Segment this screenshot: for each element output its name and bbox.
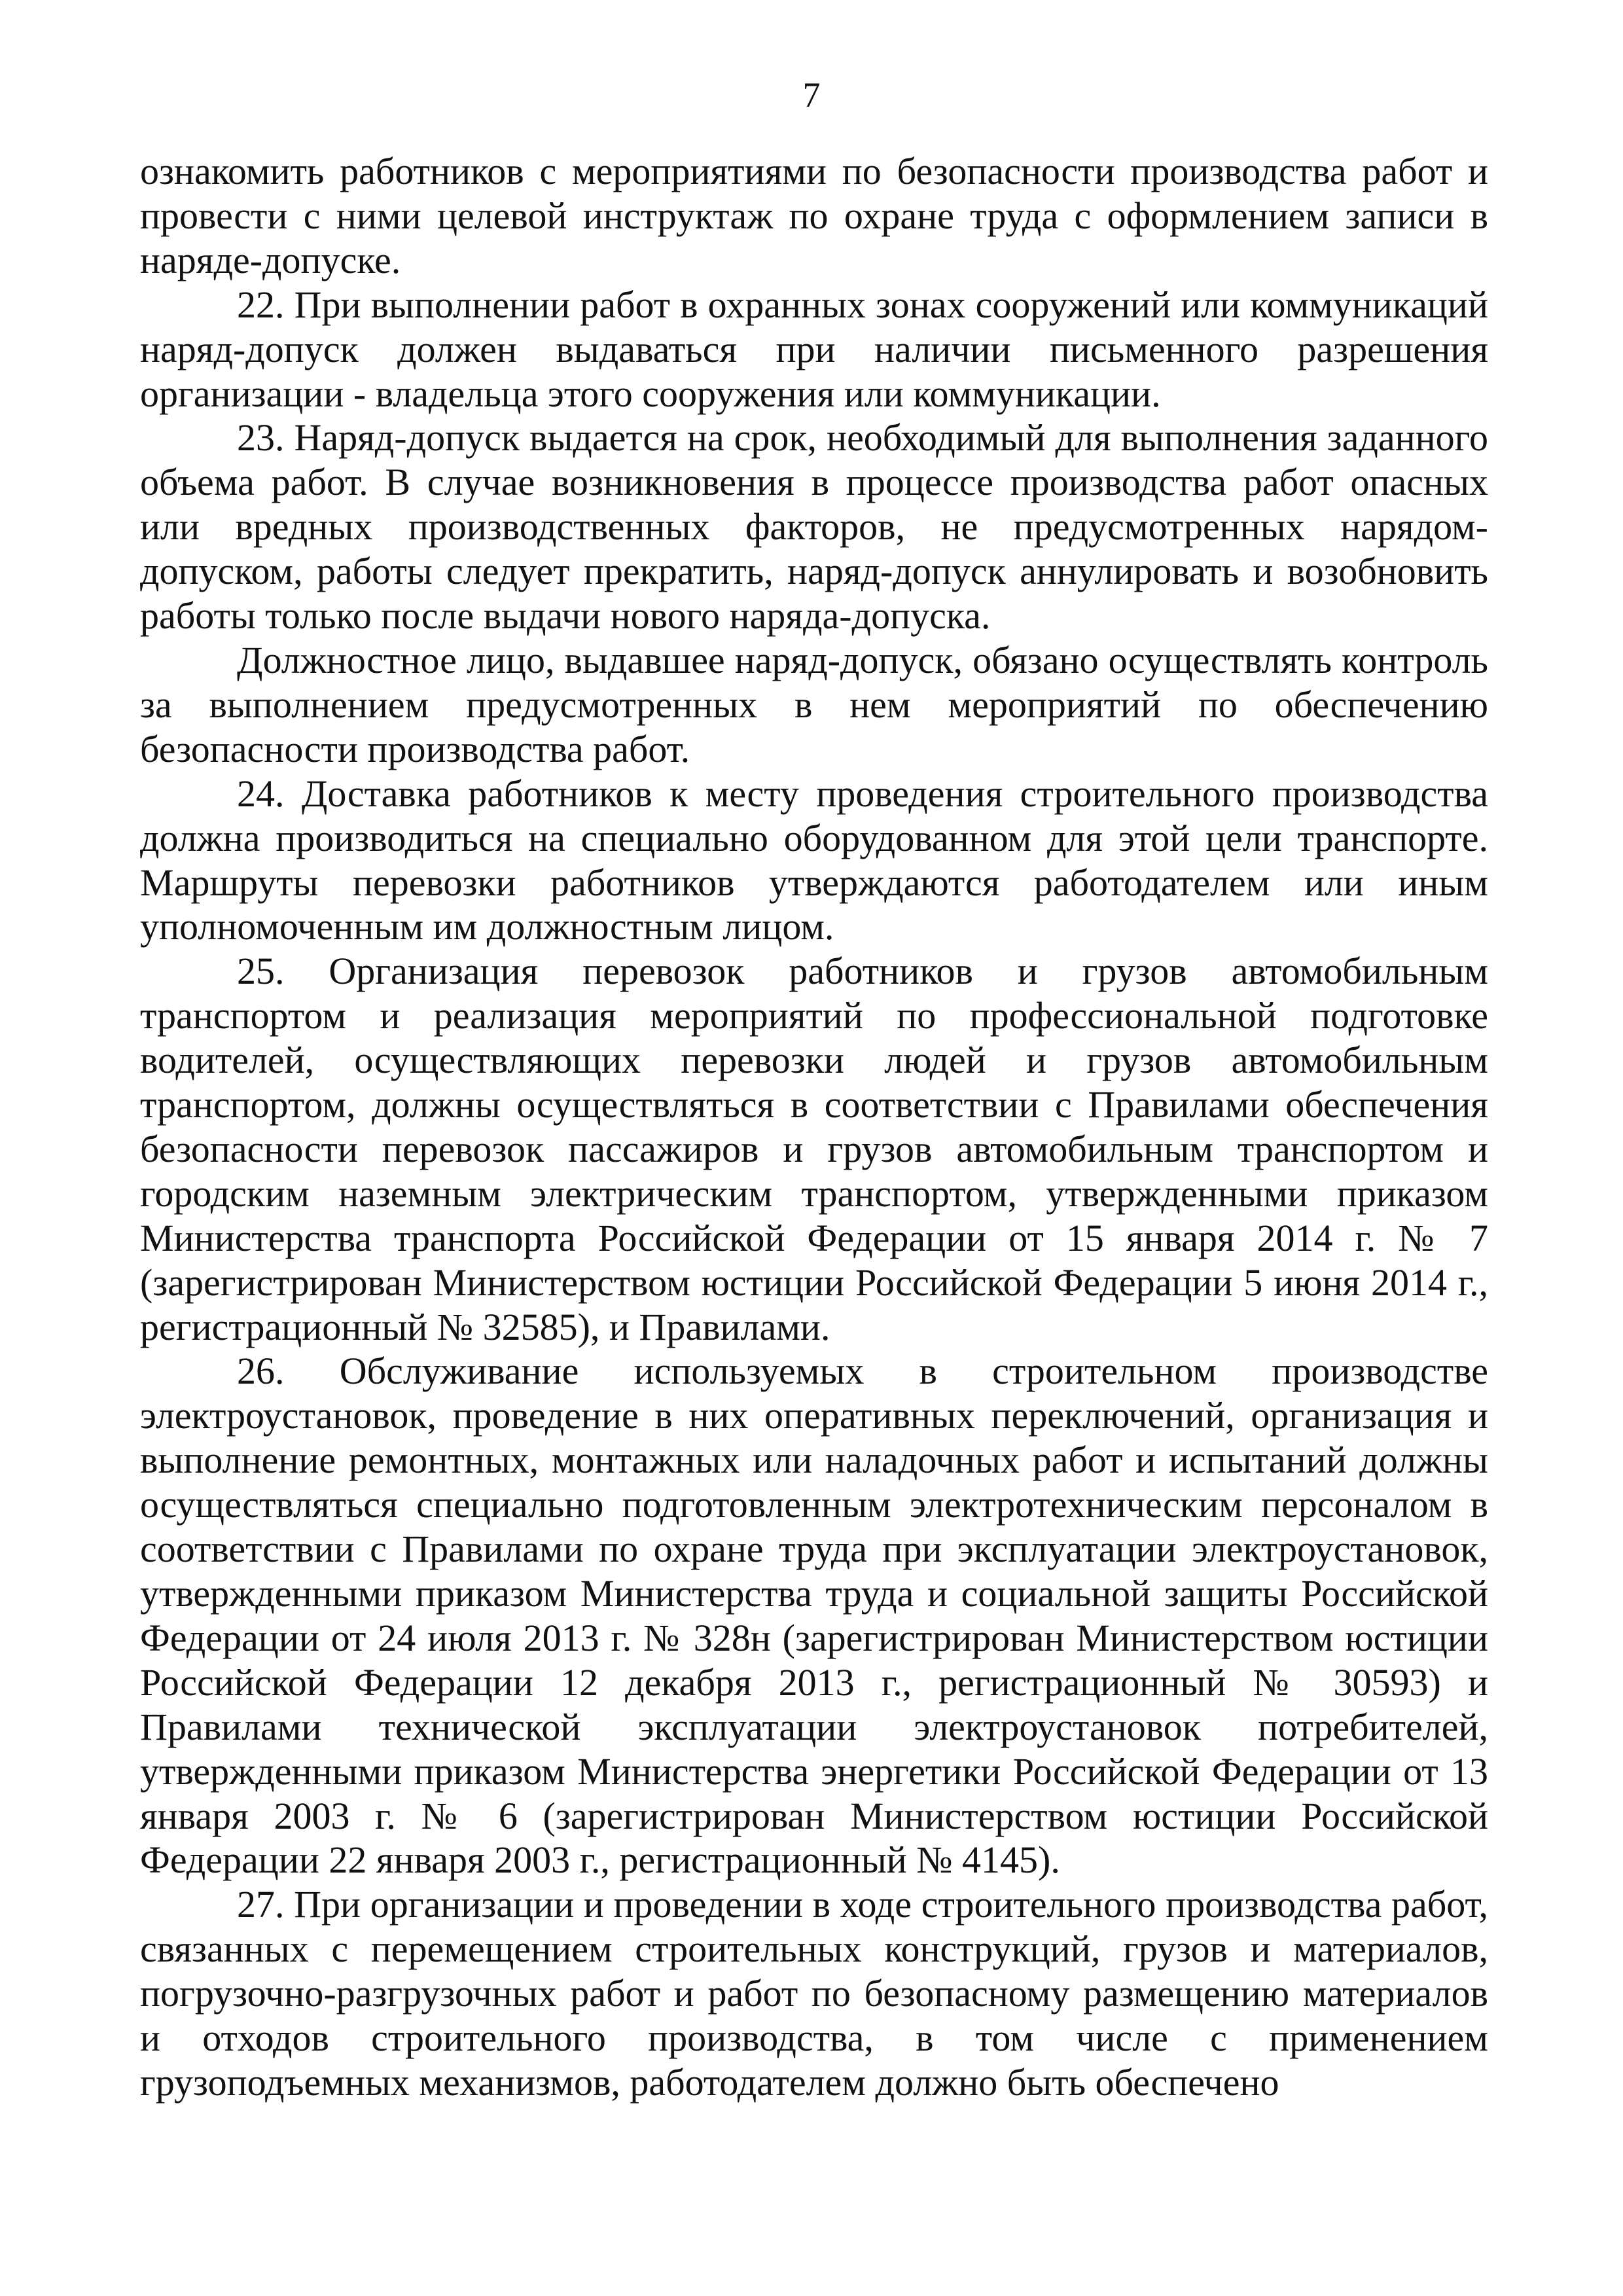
paragraph-22: 22. При выполнении работ в охранных зонах сооружений или коммуникаций наряд-допуск должен выдаваться при наличии письменного разрешения организации - владельца этого сооружения или коммуникации. — [140, 283, 1488, 415]
paragraph-24: 24. Доставка работников к месту проведения строительного производства должна производиться на специально оборудованном для этой цели транспорте. Маршруты перевозки работников утверждаются работодателем или иным уполномоченным им должностным лицом. — [140, 772, 1488, 948]
page-number: 7 — [802, 75, 821, 115]
paragraph-27: 27. При организации и проведении в ходе строительного производства работ, связанных с перемещением строительных конструкций, грузов и материалов, погрузочно-разгрузочных работ и работ по безопасному размещению материалов и отходов строительного производства, в том числе с применением грузоподъемных механизмов, работодателем должно быть обеспечено — [140, 1883, 1488, 2104]
paragraph-26: 26. Обслуживание используемых в строительном производстве электроустановок, проведение в них оперативных переключений, организация и выполнение ремонтных, монтажных или наладочных работ и испытаний должны осуществляться специально подготовленным электротехническим персоналом в соответствии с Правилами по охране труда при эксплуатации электроустановок, утвержденными приказом Министерства труда и социальной защиты Российской Федерации от 24 июля 2013 г. № 328н (зарегистрирован Министерством юстиции Российской Федерации 12 декабря 2013 г., регистрационный № 30593) и Правилами технической эксплуатации электроустановок потребителей, утвержденными приказом Министерства энергетики Российской Федерации от 13 января 2003 г. № 6 (зарегистрирован Министерством юстиции Российской Федерации 22 января 2003 г., регистрационный № 4145). — [140, 1350, 1488, 1882]
paragraph-23-official: Должностное лицо, выдавшее наряд-допуск, обязано осуществлять контроль за выполнением предусмотренных в нем мероприятий по обеспечению безопасности производства работ. — [140, 638, 1488, 770]
paragraph-25: 25. Организация перевозок работников и грузов автомобильным транспортом и реализация мероприятий по профессиональной подготовке водителей, осуществляющих перевозки людей и грузов автомобильным транспортом, должны осуществляться в соответствии с Правилами обеспечения безопасности перевозок пассажиров и грузов автомобильным транспортом и городским наземным электрическим транспортом, утвержденными приказом Министерства транспорта Российской Федерации от 15 января 2014 г. № 7 (зарегистрирован Министерством юстиции Российской Федерации 5 июня 2014 г., регистрационный № 32585), и Правилами. — [140, 950, 1488, 1348]
document-body — [140, 149, 1488, 2105]
paragraph-23: 23. Наряд-допуск выдается на срок, необходимый для выполнения заданного объема работ. В случае возникновения в процессе производства работ опасных или вредных производственных факторов, не предусмотренных нарядом-допуском, работы следует прекратить, наряд-допуск аннулировать и возобновить работы только после выдачи нового наряда-допуска. — [140, 416, 1488, 637]
paragraph-continuation: ознакомить работников с мероприятиями по безопасности производства работ и провести с ними целевой инструктаж по охране труда с оформлением записи в наряде-допуске. — [140, 150, 1488, 281]
